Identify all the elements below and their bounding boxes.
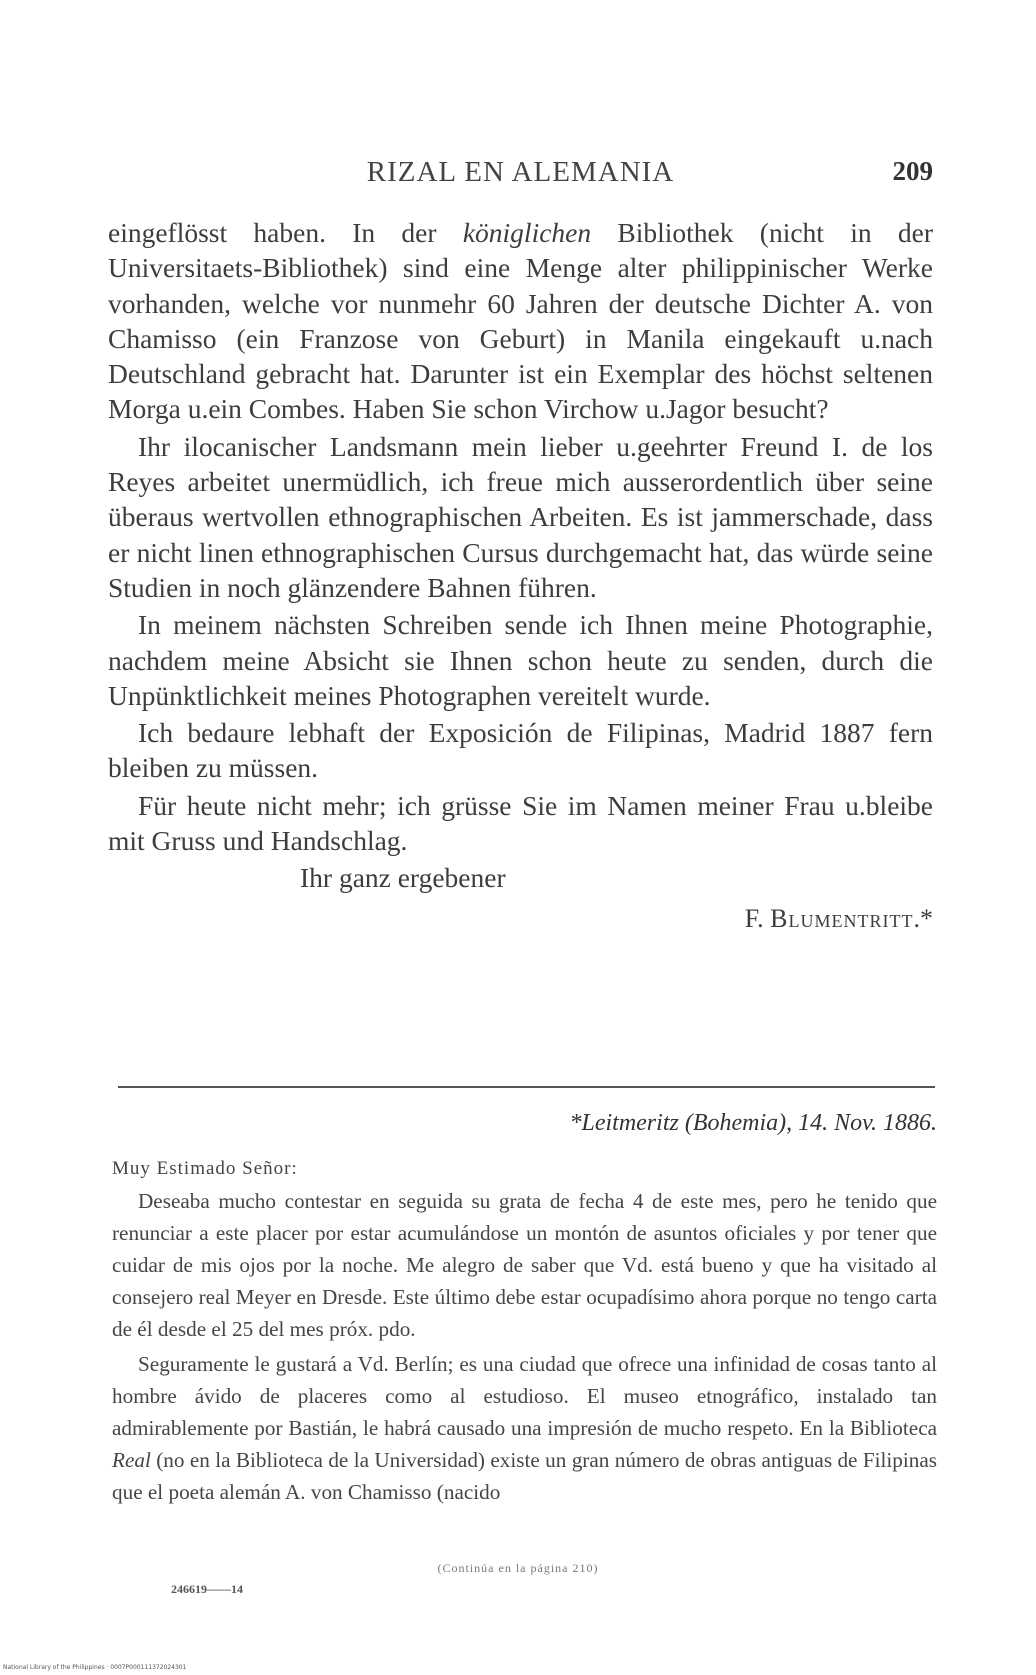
letter-paragraph-5: Für heute nicht mehr; ich grüsse Sie im Namen meiner Frau u.bleibe mit Gruss und Handschlag.: [108, 789, 933, 857]
page-header: [108, 156, 933, 196]
translation-salutation: Muy Estimado Señor:: [112, 1158, 298, 1179]
german-letter: [108, 215, 933, 937]
scan-credit: National Library of the Philippines · 0007P000111372024301: [3, 1664, 187, 1671]
letter-paragraph-3: In meinem nächsten Schreiben sende ich Ihnen meine Photographie, nachdem meine Absicht sie Ihnen schon heute zu senden, durch die Unpünktlichkeit meines Photographen vereitelt wurde.: [108, 609, 933, 711]
emphasis-koniglichen: königlichen: [462, 217, 592, 248]
emphasis-real: Real: [112, 1448, 151, 1472]
translation-paragraph-1: Deseaba mucho contestar en seguida su grata de fecha 4 de este mes, pero he tenido que renunciar a este placer por estar acumulándose un montón de asuntos oficiales y por tener que cuidar de mis ojos por la noche. Me alegro de saber que Vd. está bueno y que ha visitado al consejero real Meyer en Dresde. Este último debe estar ocupadísimo ahora porque no tengo carta de él desde el 25 del mes próx. pdo.: [112, 1189, 937, 1341]
continuation-note: (Continúa en la página 210): [437, 1561, 599, 1575]
page-number: 209: [892, 156, 933, 186]
letter-paragraph-1: eingeflösst haben. In der königlichen Bibliothek (nicht in der Universitaets-Bibliothek) sind eine Menge alter philippinischer Werke vorhanden, welche vor nunmehr 60 Jahren der deutsche Dichter A. von Chamisso (ein Franzose von Geburt) in Manila eingekauft u.nach Deutschland gebracht hat. Darunter ist ein Exemplar des höchst seltenen Morga u.ein Combes. Haben Sie schon Virchow u.Jagor besucht?: [108, 217, 933, 425]
letter-closing: Ihr ganz ergebener: [300, 862, 506, 894]
section-divider: [118, 1086, 935, 1088]
running-title: RIZAL EN ALEMANIA: [366, 156, 675, 188]
letter-signature: F. Blumentritt.*: [744, 904, 933, 934]
translation-paragraph-2: Seguramente le gustará a Vd. Berlín; es una ciudad que ofrece una infinidad de cosas tanto al hombre ávido de placeres como al estudioso. El museo etnográfico, instalado tan admirablemente por Bastián, le habrá causado una impresión de mucho respeto. En la Biblioteca Real (no en la Biblioteca de la Universidad) existe un gran número de obras antiguas de Filipinas que el poeta alemán A. von Chamisso (nacido: [112, 1352, 937, 1504]
letter-paragraph-2: Ihr ilocanischer Landsmann mein lieber u.geehrter Freund I. de los Reyes arbeitet unermüdlich, ich freue mich ausserordentlich über seine überaus wertvollen ethnographischen Arbeiten. Es ist jammerschade, dass er nicht linen ethnographischen Cursus durchgemacht hat, das würde seine Studien in noch glänzendere Bahnen führen.: [108, 430, 933, 603]
translation-dateline: *Leitmeritz (Bohemia), 14. Nov. 1886.: [569, 1110, 937, 1136]
print-code: 246619——14: [171, 1582, 243, 1596]
spanish-translation: [112, 1107, 937, 1511]
letter-paragraph-4: Ich bedaure lebhaft der Exposición de Filipinas, Madrid 1887 fern bleiben zu müssen.: [108, 717, 933, 784]
signature-name: Blumentritt: [770, 904, 914, 934]
